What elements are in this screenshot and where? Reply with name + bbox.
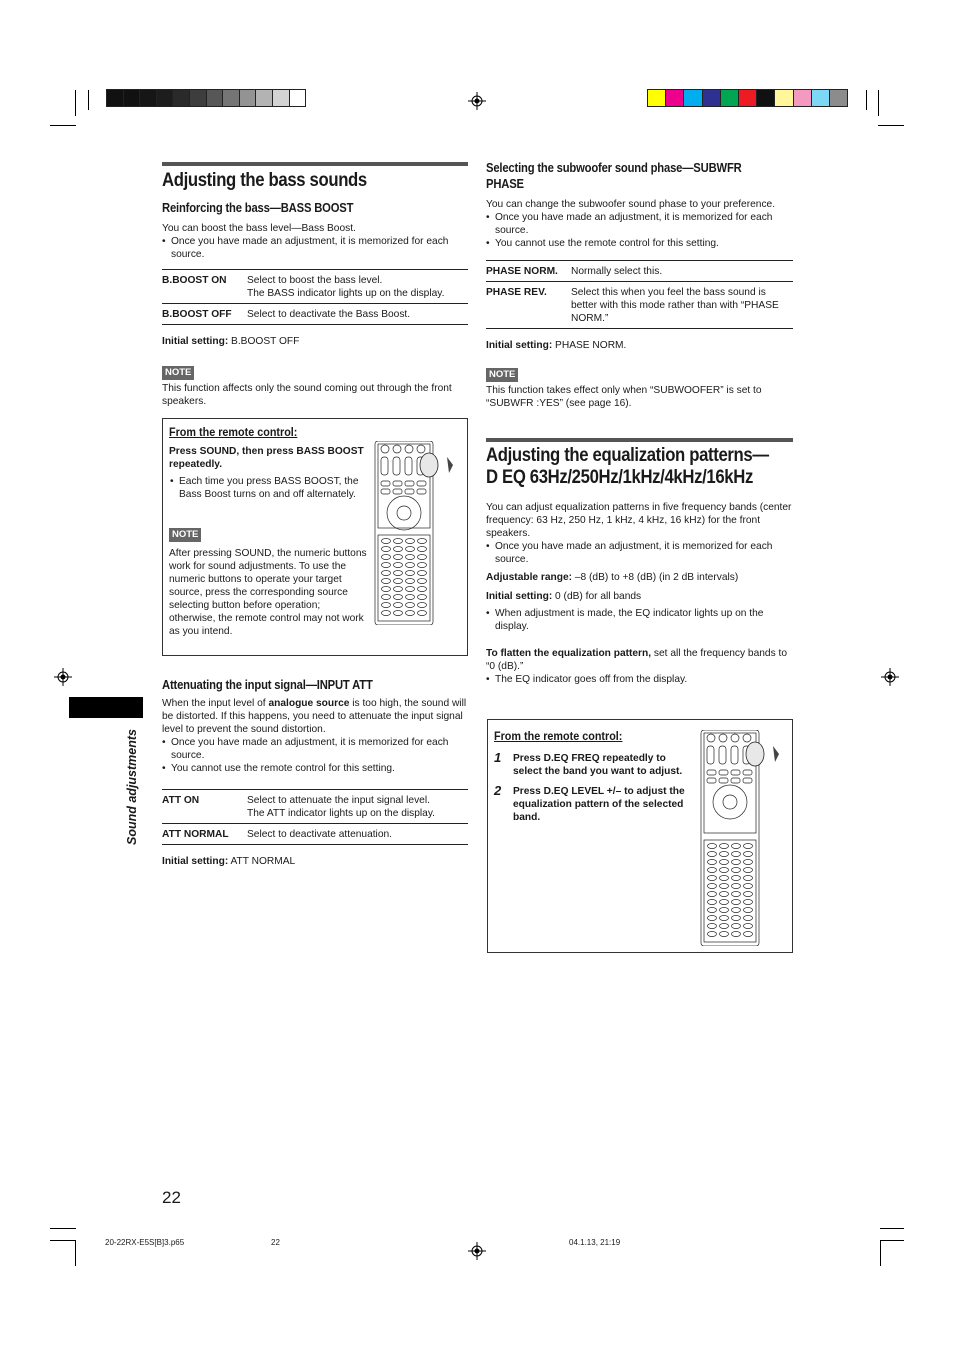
bass-boost-initial (162, 335, 468, 348)
crop-mark (880, 1240, 904, 1241)
remote-button (708, 860, 717, 865)
table-row (162, 304, 468, 325)
remote-button (732, 876, 741, 881)
crop-mark (880, 1228, 904, 1229)
setting-desc-line: Select to attenuate the input signal level. (247, 795, 430, 806)
remote-button (732, 932, 741, 937)
remote-button (743, 770, 752, 775)
crop-mark (878, 125, 904, 126)
crop-mark (50, 1228, 76, 1229)
remote-button (406, 571, 415, 576)
setting-desc (247, 270, 468, 304)
calibration-swatch (123, 89, 141, 107)
remote-control-illustration (699, 730, 791, 946)
remote-button (744, 916, 753, 921)
remote-button (382, 595, 391, 600)
flatten-bold: To flatten the equalization pattern, (486, 648, 652, 659)
calibration-swatch (738, 89, 757, 107)
remote-button (720, 852, 729, 857)
bass-boost-table (162, 269, 468, 325)
eq-bullet: • The EQ indicator goes off from the display. (486, 673, 793, 686)
remote-dpad-center (723, 795, 737, 809)
remote-button (394, 563, 403, 568)
range-label: Adjustable range: (486, 572, 573, 583)
input-att-initial (162, 855, 468, 868)
remote-dpad (387, 496, 421, 530)
remote-button (406, 555, 415, 560)
remote-button (418, 611, 427, 616)
remote-button (744, 932, 753, 937)
sidebar-tab (69, 697, 143, 718)
note-badge: NOTE (486, 368, 518, 382)
remote-button (744, 900, 753, 905)
remote-button (417, 481, 426, 486)
remote-button (406, 603, 415, 608)
phase-section (486, 160, 793, 410)
initial-value: PHASE NORM. (552, 340, 627, 351)
remote-button (732, 852, 741, 857)
calibration-swatch (206, 89, 224, 107)
phase-heading: PHASE (486, 177, 524, 191)
calibration-swatch (702, 89, 721, 107)
calibration-swatch (665, 89, 684, 107)
remote-button (744, 844, 753, 849)
sidebar-label: Sound adjustments (125, 729, 139, 845)
highlight-icon (746, 742, 764, 766)
remote-instruction-box (487, 719, 793, 953)
remote-button (732, 916, 741, 921)
remote-button (719, 734, 727, 742)
calibration-swatch (139, 89, 157, 107)
calibration-swatch (255, 89, 273, 107)
remote-button (418, 587, 427, 592)
remote-button (406, 587, 415, 592)
remote-button (393, 445, 401, 453)
remote-button (744, 908, 753, 913)
remote-button (708, 884, 717, 889)
setting-desc: Select this when you feel the bass sound is better with this mode rather than with “PHASE NORM.” (571, 287, 779, 324)
bass-boost-heading: Reinforcing the bass—BASS BOOST (162, 201, 354, 215)
remote-button (394, 571, 403, 576)
remote-button (720, 924, 729, 929)
remote-button (732, 860, 741, 865)
remote-button (720, 876, 729, 881)
section-rule (486, 438, 793, 442)
remote-button (744, 868, 753, 873)
setting-desc: Normally select this. (571, 266, 663, 277)
remote-button (744, 892, 753, 897)
calibration-swatch (222, 89, 240, 107)
remote-button (732, 908, 741, 913)
bass-boost-bullet: • Once you have made an adjustment, it is memorized for each source. (162, 235, 468, 261)
initial-value: B.BOOST OFF (228, 336, 300, 347)
calibration-swatch (793, 89, 812, 107)
remote-button (720, 844, 729, 849)
setting-key: B.BOOST ON (162, 275, 227, 286)
remote-button (393, 481, 402, 486)
phase-note: This function takes effect only when “SUBWOOFER” is set to “SUBWFR :YES” (see page 16). (486, 385, 762, 409)
remote-bullet: • Each time you press BASS BOOST, the Bass Boost turns on and off alternately. (170, 475, 369, 501)
remote-button (394, 555, 403, 560)
phase-table (486, 260, 793, 329)
step-number: 1 (494, 750, 502, 765)
remote-button (731, 778, 740, 783)
setting-key: ATT NORMAL (162, 829, 229, 840)
remote-button (418, 595, 427, 600)
input-att-table (162, 789, 468, 845)
remote-button (381, 481, 390, 486)
remote-button (708, 932, 717, 937)
remote-button (708, 900, 717, 905)
initial-value: 0 (dB) for all bands (552, 591, 642, 602)
table-row (162, 824, 468, 845)
initial-label: Initial setting: (486, 340, 553, 351)
remote-button (394, 539, 403, 544)
phase-bullet: • Once you have made an adjustment, it is memorized for each source. (486, 211, 793, 237)
calibration-swatch (106, 89, 124, 107)
remote-button (743, 778, 752, 783)
remote-button (744, 884, 753, 889)
remote-instruction-box (162, 418, 468, 656)
calibration-swatch (756, 89, 775, 107)
remote-button (744, 860, 753, 865)
remote-heading: From the remote control: (169, 425, 298, 439)
setting-key: PHASE NORM. (486, 266, 558, 277)
setting-key: ATT ON (162, 795, 200, 806)
remote-button (732, 844, 741, 849)
remote-button (708, 892, 717, 897)
remote-button (393, 489, 402, 494)
remote-button (708, 924, 717, 929)
remote-button (731, 734, 739, 742)
remote-button (707, 770, 716, 775)
remote-button (744, 852, 753, 857)
crop-mark (878, 90, 879, 116)
note-badge: NOTE (162, 366, 194, 380)
remote-button (405, 445, 413, 453)
remote-button (744, 876, 753, 881)
remote-button (381, 489, 390, 494)
crop-mark (75, 1240, 76, 1266)
eq-initial (486, 590, 793, 603)
remote-button (719, 746, 726, 764)
remote-button (405, 489, 414, 494)
initial-label: Initial setting: (162, 336, 229, 347)
arrow-icon (447, 457, 453, 473)
remote-button (418, 603, 427, 608)
setting-desc-line: The BASS indicator lights up on the display. (247, 288, 445, 299)
page-number: 22 (162, 1188, 181, 1207)
remote-button (394, 595, 403, 600)
calibration-swatch (189, 89, 207, 107)
initial-label: Initial setting: (486, 591, 553, 602)
flatten-text: set all the frequency bands to “0 (dB).” (486, 648, 788, 672)
intro-bold: analogue source (268, 698, 350, 709)
input-att-bullet: • You cannot use the remote control for this setting. (162, 762, 468, 775)
remote-dpad-center (397, 506, 411, 520)
remote-button (394, 547, 403, 552)
calibration-swatch (172, 89, 190, 107)
setting-desc: Select to deactivate the Bass Boost. (247, 309, 411, 320)
calibration-swatch (239, 89, 257, 107)
remote-button (394, 579, 403, 584)
eq-section (486, 438, 793, 686)
setting-desc-line: The ATT indicator lights up on the display. (247, 808, 436, 819)
bass-boost-intro: You can boost the bass level—Bass Boost. (162, 223, 356, 234)
remote-button (382, 539, 391, 544)
eq-title: D EQ 63Hz/250Hz/1kHz/4kHz/16kHz (486, 467, 753, 488)
calibration-swatch (720, 89, 739, 107)
remote-button (406, 563, 415, 568)
eq-range (486, 571, 793, 584)
remote-button (406, 539, 415, 544)
remote-button (707, 734, 715, 742)
remote-button (743, 734, 751, 742)
table-row (486, 282, 793, 329)
input-att-section (162, 677, 468, 868)
remote-button (732, 924, 741, 929)
remote-step (494, 752, 694, 778)
remote-button (707, 746, 714, 764)
remote-step: Press SOUND, then press BASS BOOST repeatedly. (169, 446, 364, 470)
highlight-icon (420, 453, 438, 477)
calibration-swatch (829, 89, 848, 107)
remote-button (381, 457, 388, 475)
remote-button (393, 457, 400, 475)
remote-button (382, 555, 391, 560)
calibration-swatch (272, 89, 290, 107)
remote-button (406, 611, 415, 616)
remote-dpad (713, 785, 747, 819)
phase-intro: You can change the subwoofer sound phase to your preference. (486, 199, 776, 210)
input-att-intro (162, 697, 468, 736)
remote-button (720, 884, 729, 889)
remote-button (744, 924, 753, 929)
table-row (162, 270, 468, 304)
remote-button (708, 908, 717, 913)
calibration-swatch (156, 89, 174, 107)
remote-button (382, 571, 391, 576)
initial-value: ATT NORMAL (228, 856, 296, 867)
remote-button (708, 868, 717, 873)
footer-file: 20-22RX-E5S[B]3.p65 (105, 1238, 185, 1247)
remote-button (406, 595, 415, 600)
table-row (486, 261, 793, 282)
intro-text: is too high, the sound will be distorted. If this happens, you need to attenuate the input signal level to prevent the sound distortion. (162, 698, 467, 735)
remote-button (418, 571, 427, 576)
remote-button (708, 844, 717, 849)
remote-button (418, 579, 427, 584)
remote-button (720, 908, 729, 913)
remote-button (382, 587, 391, 592)
remote-heading: From the remote control: (494, 729, 623, 743)
remote-note: After pressing SOUND, the numeric buttons work for sound adjustments. To use the numeric buttons to operate your target source, press the corresponding source selecting button before operation; otherwise, the remote control may not work as you intend. (169, 548, 367, 637)
remote-button (731, 770, 740, 775)
crop-mark (866, 90, 867, 110)
left-column (162, 162, 468, 408)
remote-button (417, 445, 425, 453)
eq-bullet: • Once you have made an adjustment, it is memorized for each source. (486, 540, 793, 566)
remote-button (732, 884, 741, 889)
remote-button (719, 770, 728, 775)
crop-mark (880, 1240, 881, 1266)
table-row (162, 790, 468, 824)
remote-button (405, 457, 412, 475)
remote-button (405, 481, 414, 486)
remote-button (417, 489, 426, 494)
eq-title: Adjusting the equalization patterns— (486, 445, 769, 466)
remote-button (382, 563, 391, 568)
remote-button (731, 746, 738, 764)
setting-desc: Select to deactivate attenuation. (247, 829, 392, 840)
remote-button (732, 868, 741, 873)
range-value: –8 (dB) to +8 (dB) (in 2 dB intervals) (572, 572, 739, 583)
input-att-heading: Attenuating the input signal—INPUT ATT (162, 678, 373, 692)
step-text: Press D.EQ LEVEL +/– to adjust the equalization pattern of the selected band. (513, 786, 685, 823)
phase-initial (486, 339, 793, 352)
remote-lower-panel (378, 535, 430, 621)
calibration-swatch (774, 89, 793, 107)
remote-button (720, 868, 729, 873)
section-rule (162, 162, 468, 166)
remote-button (720, 900, 729, 905)
phase-bullet: • You cannot use the remote control for this setting. (486, 237, 793, 250)
registration-mark-icon (881, 668, 899, 686)
remote-button (406, 579, 415, 584)
remote-button (418, 555, 427, 560)
remote-button (406, 547, 415, 552)
footer-date: 04.1.13, 21:19 (569, 1238, 621, 1247)
step-text: Press D.EQ FREQ repeatedly to select the band you want to adjust. (513, 753, 683, 777)
remote-button (720, 892, 729, 897)
footer-page: 22 (271, 1238, 280, 1247)
remote-lower-panel (704, 840, 756, 942)
registration-mark-icon (468, 1242, 486, 1260)
remote-button (720, 916, 729, 921)
remote-button (732, 892, 741, 897)
remote-button (707, 778, 716, 783)
eq-intro: You can adjust equalization patterns in five frequency bands (center frequency: 63 Hz, 250 Hz, 1 kHz, 4 kHz, 16 kHz) for the front speakers. (486, 502, 792, 539)
remote-button (720, 860, 729, 865)
setting-key: B.BOOST OFF (162, 309, 232, 320)
remote-button (418, 547, 427, 552)
remote-button (382, 547, 391, 552)
remote-button (418, 563, 427, 568)
main-title: Adjusting the bass sounds (162, 170, 367, 191)
setting-desc-line: Select to boost the bass level. (247, 275, 383, 286)
remote-button (719, 778, 728, 783)
calibration-swatch (647, 89, 666, 107)
registration-mark-icon (54, 668, 72, 686)
calibration-swatch (289, 89, 307, 107)
initial-label: Initial setting: (162, 856, 229, 867)
remote-button (382, 603, 391, 608)
calibration-swatch (683, 89, 702, 107)
eq-flatten (486, 647, 793, 673)
registration-mark-icon (468, 92, 486, 110)
setting-key: PHASE REV. (486, 287, 547, 298)
input-att-bullet: • Once you have made an adjustment, it is memorized for each source. (162, 736, 468, 762)
remote-button (708, 916, 717, 921)
crop-mark (75, 90, 76, 116)
remote-button (708, 876, 717, 881)
calibration-swatch (811, 89, 830, 107)
remote-button (381, 445, 389, 453)
remote-button (394, 611, 403, 616)
eq-bullet: • When adjustment is made, the EQ indicator lights up on the display. (486, 607, 793, 633)
remote-button (418, 539, 427, 544)
bass-boost-note: This function affects only the sound coming out through the front speakers. (162, 383, 452, 407)
step-number: 2 (494, 783, 502, 798)
remote-button (382, 579, 391, 584)
remote-step (494, 785, 694, 824)
crop-mark (88, 90, 89, 110)
remote-button (720, 932, 729, 937)
remote-button (382, 611, 391, 616)
crop-mark (50, 1240, 76, 1241)
crop-mark (50, 125, 76, 126)
remote-control-illustration (373, 441, 465, 625)
arrow-icon (773, 746, 779, 762)
phase-heading: Selecting the subwoofer sound phase—SUBWFR (486, 161, 742, 175)
setting-desc (247, 790, 468, 824)
remote-button (732, 900, 741, 905)
remote-button (708, 852, 717, 857)
intro-text: When the input level of (162, 698, 269, 709)
remote-button (394, 603, 403, 608)
remote-button (394, 587, 403, 592)
note-badge: NOTE (169, 528, 201, 542)
